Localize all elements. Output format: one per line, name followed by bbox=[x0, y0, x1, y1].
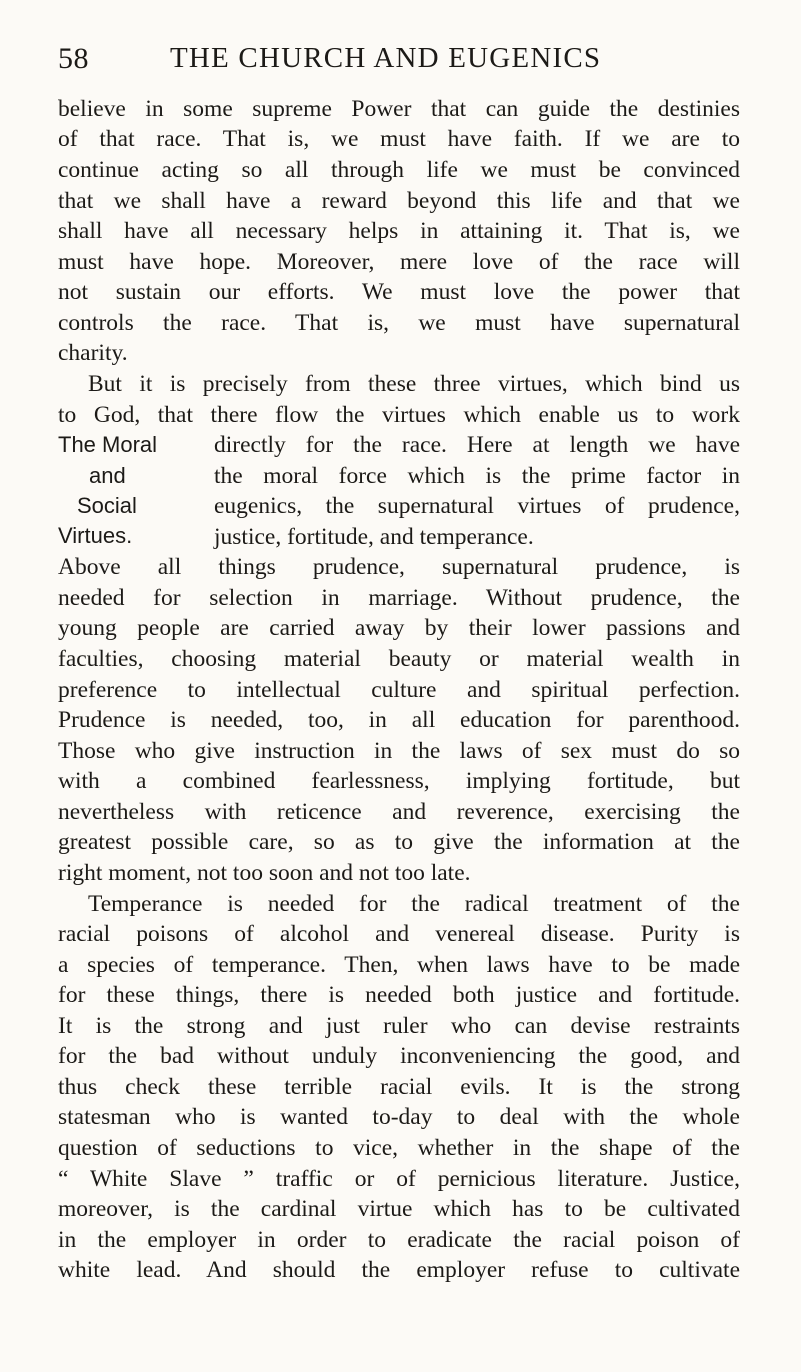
text-line: Above all things prudence, supernatural prudence, is bbox=[58, 554, 740, 580]
text-line: for the bad without unduly inconveniencing the good, and bbox=[58, 1043, 740, 1069]
text-line: nevertheless with reticence and reverence, exercising the bbox=[58, 799, 740, 825]
text-line: in the employer in order to eradicate the racial poison of bbox=[58, 1227, 740, 1253]
text-line: young people are carried away by their lower passions and bbox=[58, 615, 740, 641]
text-line: not sustain our efforts. We must love the power that bbox=[58, 279, 740, 305]
text-line: preference to intellectual culture and spiritual perfection. bbox=[58, 677, 740, 703]
text-line: statesman who is wanted to-day to deal with the whole bbox=[58, 1104, 740, 1130]
text-line: controls the race. That is, we must have supernatural bbox=[58, 310, 740, 336]
text-line: a species of temperance. Then, when laws have to be made bbox=[58, 952, 740, 978]
text-line: with a combined fearlessness, implying fortitude, but bbox=[58, 768, 740, 794]
text-line: thus check these terrible racial evils. It is the strong bbox=[58, 1074, 740, 1100]
text-line: Prudence is needed, too, in all education for parenthood. bbox=[58, 707, 740, 733]
text-line: must have hope. Moreover, mere love of the race will bbox=[58, 249, 740, 275]
text-line: right moment, not too soon and not too late. bbox=[58, 860, 471, 886]
text-line: justice, fortitude, and temperance. bbox=[214, 524, 534, 550]
page-header bbox=[58, 42, 748, 86]
marginal-note-line: and bbox=[89, 463, 126, 488]
text-line: white lead. And should the employer refuse to cultivate bbox=[58, 1257, 740, 1283]
text-line: faculties, choosing material beauty or material wealth in bbox=[58, 646, 740, 672]
marginal-note-line: The Moral bbox=[58, 432, 158, 457]
text-line: Those who give instruction in the laws of sex must do so bbox=[58, 738, 740, 764]
text-line: It is the strong and just ruler who can devise restraints bbox=[58, 1013, 740, 1039]
text-line: question of seductions to vice, whether in the shape of the bbox=[58, 1135, 740, 1161]
marginal-note-line: Social bbox=[77, 493, 137, 518]
text-line: that we shall have a reward beyond this life and that we bbox=[58, 188, 740, 214]
text-line: charity. bbox=[58, 340, 128, 366]
text-line: to God, that there flow the virtues which enable us to work bbox=[58, 402, 740, 428]
text-line: the moral force which is the prime factor in bbox=[214, 463, 740, 489]
text-line: moreover, is the cardinal virtue which has to be cultivated bbox=[58, 1196, 740, 1222]
text-line: continue acting so all through life we must be convinced bbox=[58, 157, 740, 183]
text-line: greatest possible care, so as to give the information at the bbox=[58, 829, 740, 855]
text-line: racial poisons of alcohol and venereal disease. Purity is bbox=[58, 921, 740, 947]
text-line: But it is precisely from these three virtues, which bind us bbox=[88, 371, 740, 397]
text-line: “ White Slave ” traffic or of pernicious literature. Justice, bbox=[58, 1166, 740, 1192]
text-line: shall have all necessary helps in attaining it. That is, we bbox=[58, 218, 740, 244]
running-title: THE CHURCH AND EUGENICS bbox=[170, 42, 602, 74]
text-line: of that race. That is, we must have faith. If we are to bbox=[58, 126, 740, 152]
text-line: directly for the race. Here at length we have bbox=[214, 432, 740, 458]
text-line: needed for selection in marriage. Without prudence, the bbox=[58, 585, 740, 611]
text-line: eugenics, the supernatural virtues of prudence, bbox=[214, 493, 740, 519]
page-number: 58 bbox=[58, 42, 89, 75]
text-line: Temperance is needed for the radical treatment of the bbox=[88, 891, 740, 917]
text-line: believe in some supreme Power that can guide the destinies bbox=[58, 96, 740, 122]
text-line: for these things, there is needed both justice and fortitude. bbox=[58, 982, 740, 1008]
marginal-note-line: Virtues. bbox=[58, 523, 133, 548]
